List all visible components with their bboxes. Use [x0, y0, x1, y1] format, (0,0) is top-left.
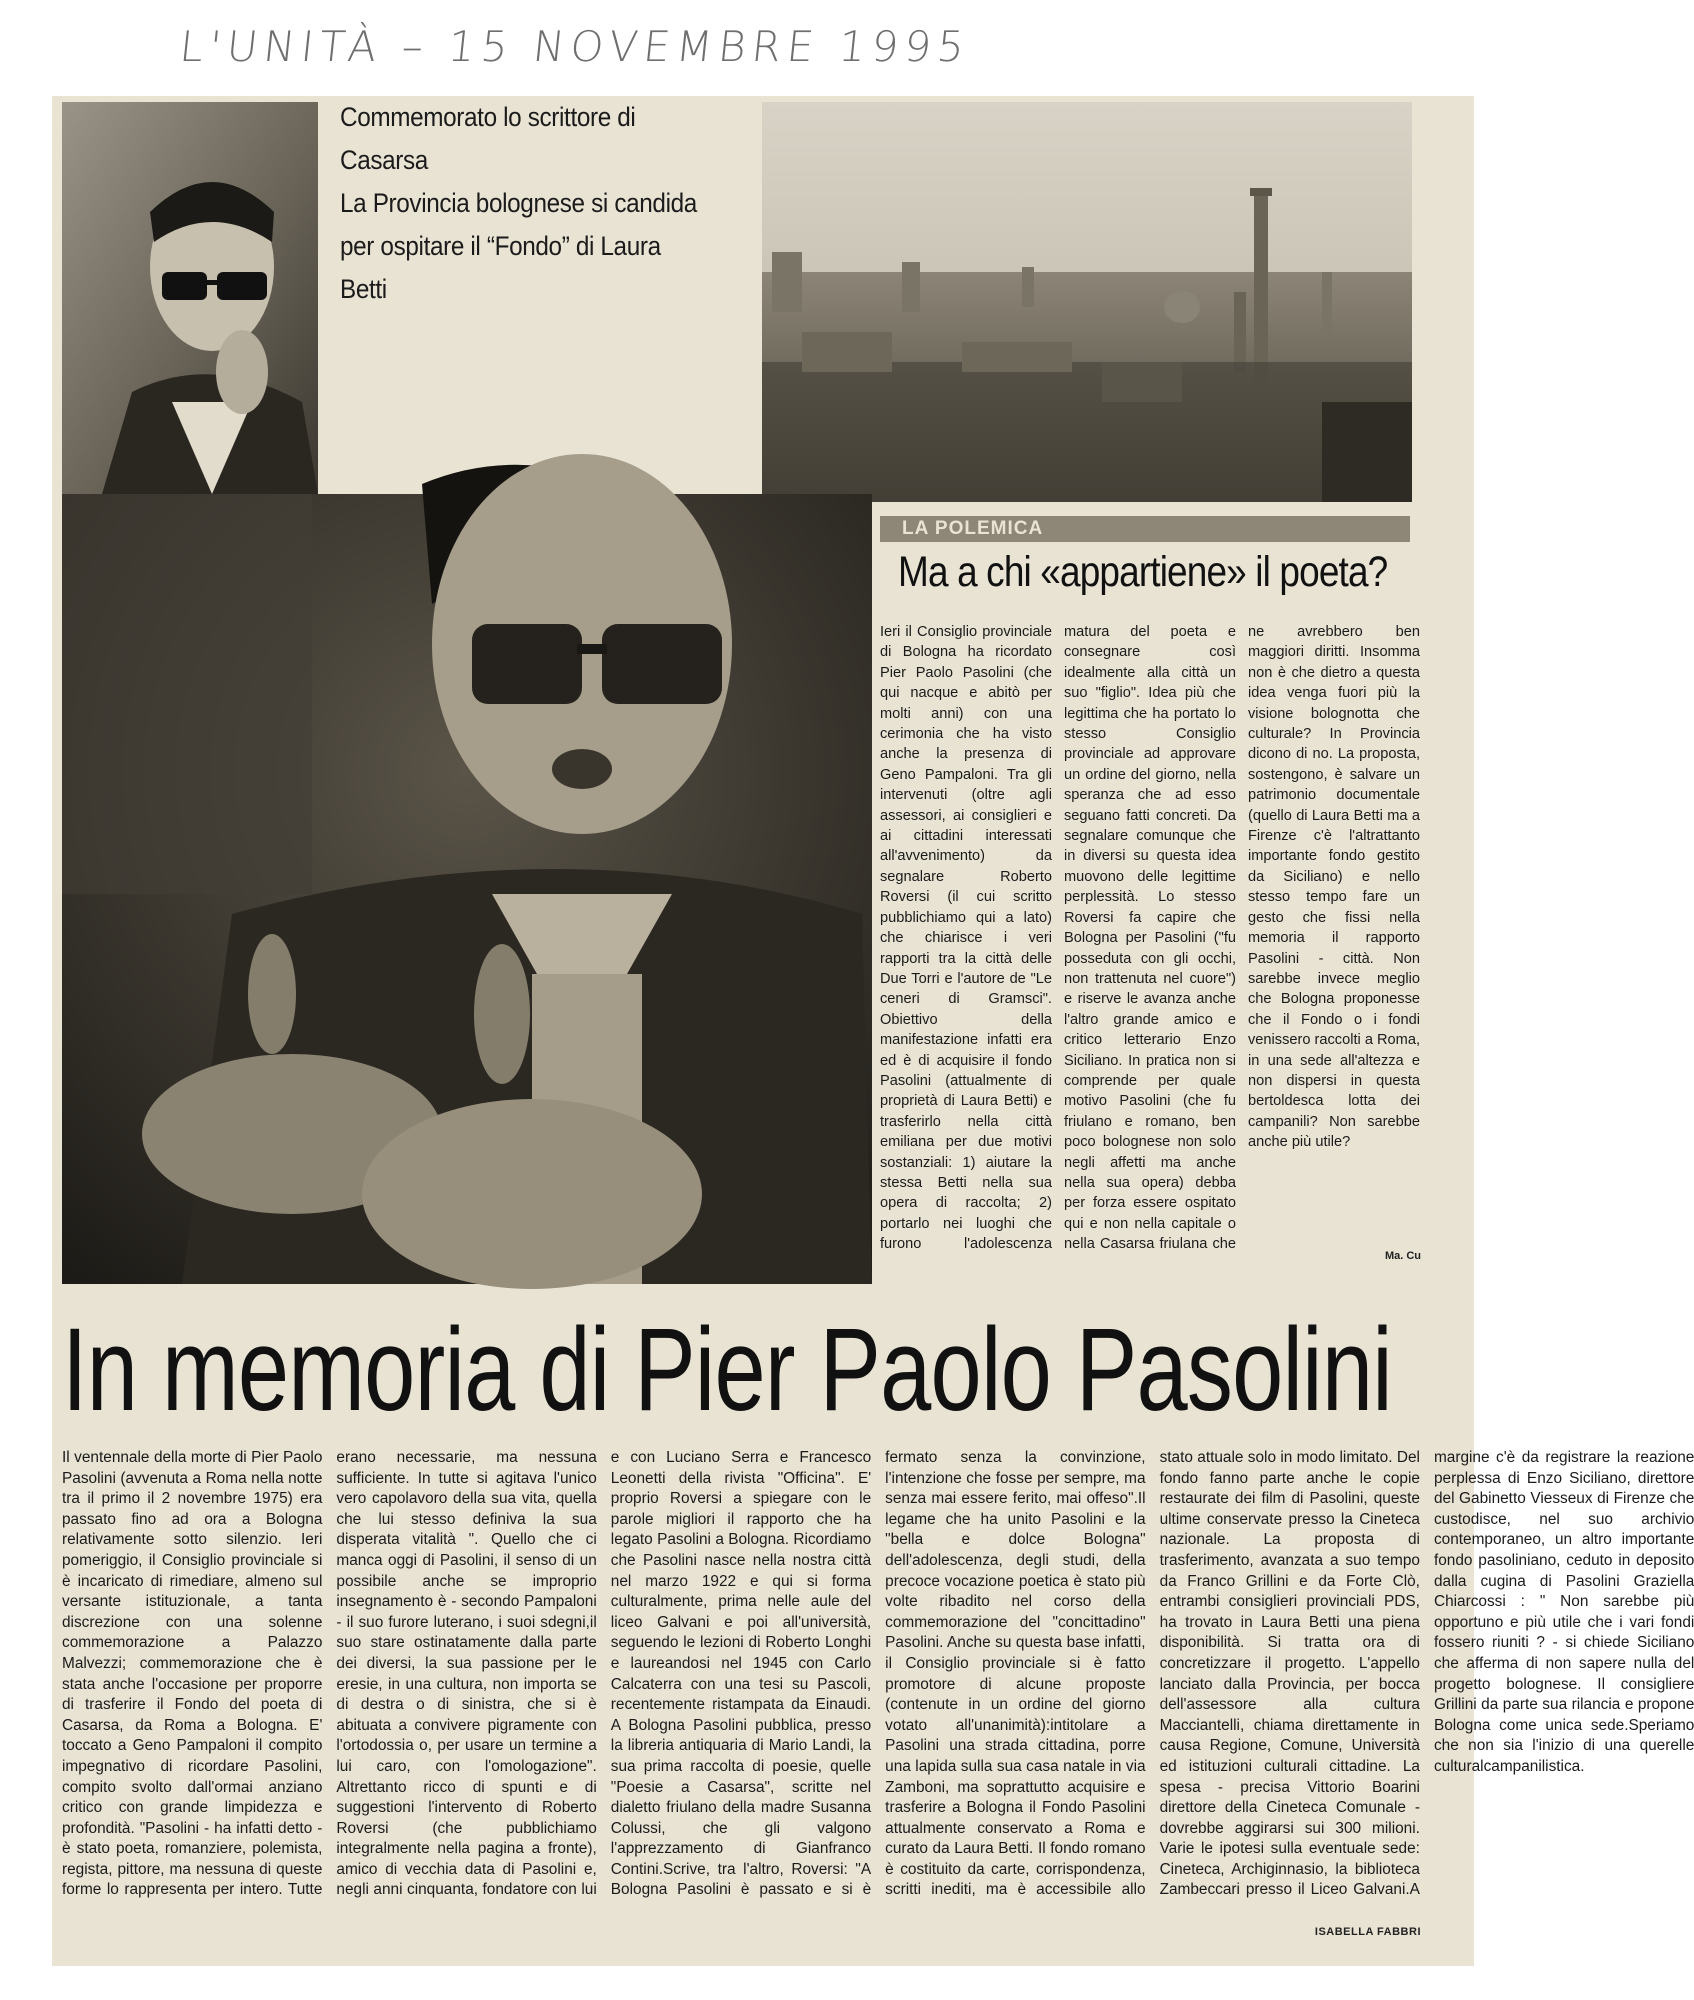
article-body: Il ventennale della morte di Pier Paolo Pasolini (avvenuta a Roma nella notte tra il primo il 2 novembre 1975) era passato fino ad ora a Bologna relativamente sotto silenzio. Ieri pomeriggio, il Consiglio provinciale si è incaricato di rimediare, almeno sul versante istituzionale, a tanta discrezione con una solenne commemorazione a Palazzo Malvezzi; commemorazione che è stata anche l'occasione per proporre di trasferire il Fondo del poeta di Casarsa, da Roma a Bologna. E' toccato a Geno Pampaloni il compito impegnativo di ricordare Pasolini, compito svolto dall'ormai anziano critico con grande limpidezza e profondità. "Pasolini - ha infatti detto - è stato poeta, romanziere, polemista, regista, pittore, ma nessuna di queste forme lo rappresenta per intero. Tutte erano necessarie, ma nessuna sufficiente. In tutte si agitava l'unico vero capolavoro della sua vita, quella che lui stesso definiva la sua disperata vitalità ". Quello che ci manca oggi di Pasolini, il senso di un possibile anche se improprio insegnamento è - secondo Pampaloni - il suo furore luterano, i suoi sdegni,il suo stare ostinatamente dalla parte dei diversi, la sua passione per le eresie, in una cultura, non importa se di destra o di sinistra, che si è abituata a convivere pigramente con l'ortodossia o, per usare un termine a lui caro, con l'omologazione". Altrettanto ricco di spunti e di suggestioni l'intervento di Roberto Roversi (che pubblichiamo integralmente nella pagina a fronte), amico di vecchia data di Pasolini e, negli anni cinquanta, fondatore con lui e con Luciano Serra e Francesco Leonetti della rivista "Officina". E' proprio Roversi a spiegare con le parole migliori il rapporto che ha legato Pasolini a Bologna. Ricordiamo che Pasolini nasce nella nostra città nel marzo 1922 e qui si forma culturalmente, prima nelle aule del liceo Galvani e poi all'università, seguendo le lezioni di Roberto Longhi e laureandosi nel 1945 con Carlo Calcaterra con una tesi su Pascoli, recentemente ristampata da Einaudi. A Bologna Pasolini pubblica, presso la libreria antiquaria di Mario Landi, la sua prima raccolta di poesie, quelle "Poesie a Casarsa", scritte nel dialetto friulano della madre Susanna Colussi, che gli valgono l'apprezzamento di Gianfranco Contini.Scrive, tra l'altro, Roversi: "A Bologna Pasolini è passato e si è fermato senza la convinzione, l'intenzione che fosse per sempre, ma senza mai essere ferito, mai offeso".Il legame che ha unito Pasolini e la "bella e dolce Bologna" dell'adolescenza, degli studi, della precoce vocazione poetica è stato più volte ribadito nel corso della commemorazione del "concittadino" Pasolini. Anche su questa base infatti, il Consiglio provinciale si è fatto promotore di alcune proposte (contenute in un ordine del giorno votato all'unanimità):intitolare a Pasolini una strada cittadina, porre una lapida sulla sua casa natale in via Zamboni, ma soprattutto acquisire e trasferire a Bologna il Fondo Pasolini attualmente conservato a Roma e curato da Laura Betti. Il fondo romano è costituito da carte, corrispondenza, scritti inediti, ma è accessibile allo stato attuale solo in modo limitato. Del fondo fanno parte anche le copie restaurate dei film di Pasolini, queste ultime conservate presso la Cineteca nazionale. La proposta di trasferimento, avanzata a suo tempo da Franco Grillini e da Forte Clò, entrambi consiglieri provinciali PDS, ha trovato in Laura Betti una piena disponibilità. Si tratta ora di concretizzare il progetto. L'appello lanciato dalla Provincia, per bocca dell'assessore alla cultura Macciantelli, chiama direttamente in causa Regione, Comune, Università ed istituzioni culturali cittadine. La spesa - precisa Vittorio Boarini direttore della Cineteca Comunale -dovrebbe aggirarsi sui 300 milioni. Varie le ipotesi sulla eventuale sede: Cineteca, Archiginnasio, la biblioteca Zambeccari presso il Liceo Galvani.A margine c'è da registrare la reazione perplessa di Enzo Siciliano, direttore del Gabinetto Viesseux di Firenze che custodisce, nel suo archivio contemporaneo, un altro importante fondo pasoliniano, ceduto in deposito dalla cugina di Pasolini Graziella Chiarcossi : " Non sarebbe più opportuno e più utile che i vari fondi fossero riuniti ? - si chiede Siciliano che afferma di non sapere nulla del progetto bolognese. Il consigliere Grillini da parte sua rilancia e propone Bologna come unica sede.Speriamo che non sia l'inizio di una querelle culturalcampanilistica. — [62, 1449, 1694, 1899]
subheadline — [340, 96, 700, 311]
section-kicker-bar — [880, 516, 1410, 542]
subheadline-line: Commemorato lo scrittore di Casarsa — [340, 102, 636, 175]
section-kicker: LA POLEMICA — [902, 518, 1044, 539]
subheadline-line: per ospitare il “Fondo” di Laura Betti — [340, 231, 661, 304]
sidebar-title: Ma a chi «appartiene» il poeta? — [898, 548, 1388, 596]
portrait-photo-small — [62, 102, 318, 494]
portrait-photo-large — [62, 494, 872, 1284]
sidebar-signature: Ma. Cu — [1384, 1250, 1421, 1262]
subheadline-line: La Provincia bolognese si candida — [340, 188, 697, 218]
handwritten-source-note: L'UNITÀ – 15 NOVEMBRE 1995 — [177, 22, 973, 71]
sidebar-body: Ieri il Consiglio provinciale di Bologna ha ricordato Pier Paolo Pasolini (che qui nacque e abitò per molti anni) con una cerimonia che ha visto anche la presenza di Geno Pampaloni. Tra gli intervenuti (oltre agli assessori, ai consiglieri e ai cittadini interessati all'avvenimento) da segnalare Roberto Roversi (il cui scritto pubblichiamo qui a lato) che chiarisce i veri rapporti tra la città delle Due Torri e l'autore de "Le ceneri di Gramsci". Obiettivo della manifestazione infatti era ed è di acquisire il fondo Pasolini (attualmente di proprietà di Laura Betti) e trasferirlo nella città emiliana per due motivi sostanziali: 1) aiutare la stessa Betti nella sua opera di raccolta; 2) portarlo nei luoghi che furono l'adolescenza matura del poeta e consegnare così idealmente alla città un suo "figlio". Idea più che legittima che ha portato lo stesso Consiglio provinciale ad approvare un ordine del giorno, nella speranza che ad esso seguano fatti concreti. Da segnalare comunque che in diversi su questa idea muovono delle legittime perplessità. Lo stesso Roversi fa capire che Bologna per Pasolini ("fu posseduta con gli occhi, non trattenuta nel cuore") e riserve le avanza anche l'altro grande amico e critico letterario Enzo Siciliano. In pratica non si comprende per quale motivo Pasolini (che fu friulano e romano, ben poco bolognese non solo negli affetti ma anche nella sua opera) debba per forza essere ospitato qui e non nella capitale o nella Casarsa friulana che ne avrebbero ben maggiori diritti. Insomma non è che dietro a questa idea venga fuori più la visione bolognotta che culturale? In Provincia dicono di no. La proposta, sostengono, è salvare un patrimonio documentale (quello di Laura Betti ma a Firenze c'è l'altrattanto importante fondo gestito da Siciliano) e nello stesso tempo fare un gesto che fissi nella memoria il rapporto Pasolini - città. Non sarebbe invece meglio che Bologna proponesse che il Fondo o i fondi venissero raccolti a Roma, in una sede all'altezza e non dispersi in questa bertoldesca lotta dei campanili? Non sarebbe anche più utile? — [880, 624, 1420, 1253]
bologna-skyline-photo — [762, 102, 1412, 502]
main-headline: In memoria di Pier Paolo Pasolini — [62, 1304, 1392, 1436]
article-byline: ISABELLA FABBRI — [1314, 1926, 1421, 1938]
